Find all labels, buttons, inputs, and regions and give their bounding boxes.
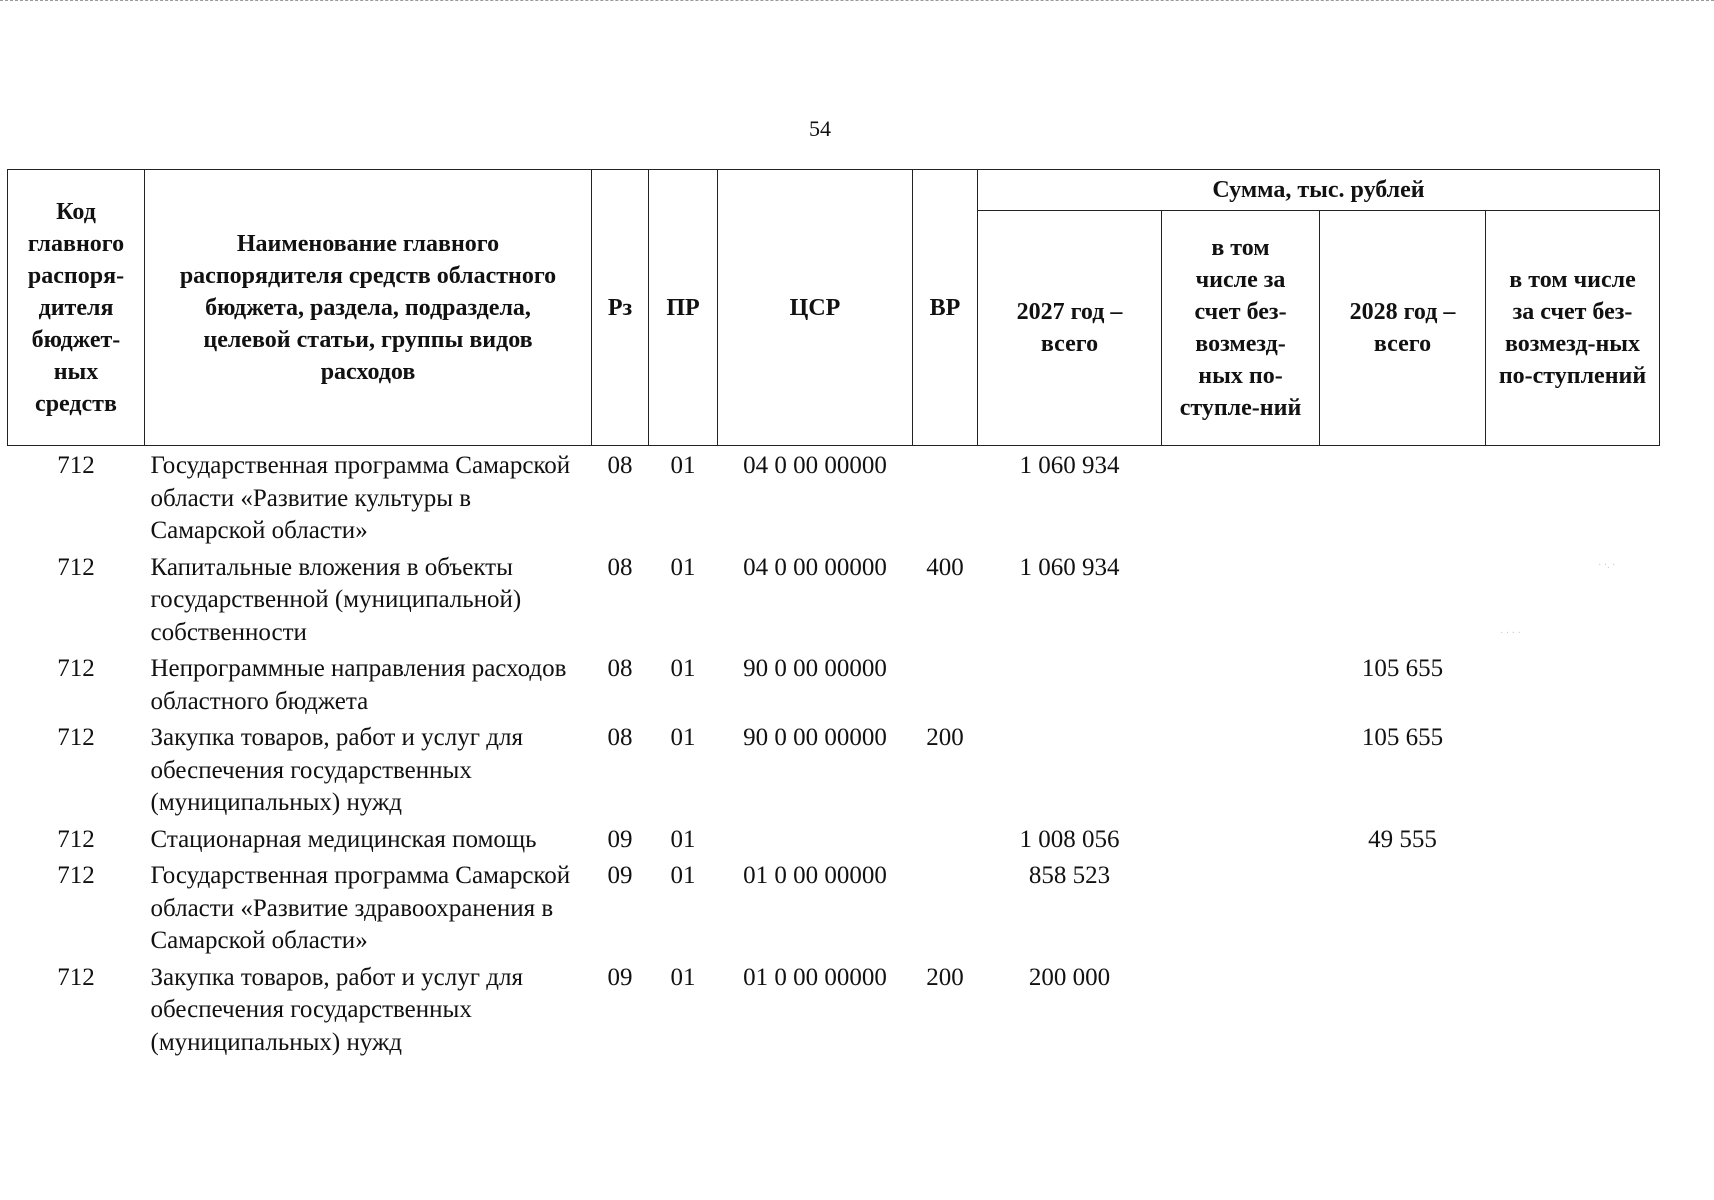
- row-pr: 01: [670, 825, 696, 853]
- budget-table: [7, 169, 1660, 1061]
- row-pr: 01: [670, 655, 696, 682]
- table-header: [8, 170, 1660, 446]
- row-name: Непрограммные направления расходов областного бюджета: [150, 655, 567, 715]
- header-code: Код главного распоря-дителя бюджет-ных средств: [8, 170, 145, 446]
- row-total-2027: 1 060 934: [1019, 452, 1120, 479]
- row-vr: [913, 858, 978, 960]
- header-csr: ЦСР: [718, 170, 913, 446]
- row-total-2027: 858 523: [1028, 862, 1111, 889]
- row-total-2028: 105 655: [1361, 724, 1444, 751]
- row-gratuitous-2027: [1162, 651, 1320, 720]
- row-csr: 04 0 00 00000: [743, 452, 887, 479]
- row-total-2028: 49 555: [1368, 825, 1437, 853]
- row-csr: [718, 822, 913, 859]
- row-vr: [913, 822, 978, 859]
- row-gratuitous-2028: [1486, 446, 1660, 550]
- table-row: [8, 651, 1660, 720]
- header-total-2027: 2027 год – всего: [978, 211, 1162, 446]
- row-rz: 09: [607, 963, 633, 991]
- row-rz: 09: [607, 825, 633, 853]
- row-name: Закупка товаров, работ и услуг для обеспечения государственных (муниципальных) нужд: [150, 963, 523, 1056]
- row-rz: 08: [607, 655, 633, 682]
- row-csr: 01 0 00 00000: [743, 862, 887, 889]
- row-csr: 04 0 00 00000: [743, 553, 887, 581]
- table-row: [8, 960, 1660, 1062]
- row-vr: 200: [926, 724, 964, 751]
- row-total-2027: 200 000: [1028, 963, 1111, 991]
- row-gratuitous-2027: [1162, 550, 1320, 652]
- row-vr: 200: [926, 963, 964, 991]
- page-number: 54: [809, 116, 831, 141]
- row-gratuitous-2028: [1486, 720, 1660, 822]
- row-code: 712: [57, 963, 95, 991]
- row-code: 712: [57, 553, 95, 581]
- row-pr: 01: [670, 452, 696, 479]
- row-code: 712: [57, 862, 95, 889]
- table-row: [8, 858, 1660, 960]
- table-row: [8, 720, 1660, 822]
- table-row: [8, 822, 1660, 859]
- row-total-2028: [1320, 858, 1486, 960]
- row-gratuitous-2028: [1486, 651, 1660, 720]
- row-csr: 90 0 00 00000: [743, 655, 887, 682]
- row-total-2027: 1 060 934: [1019, 553, 1120, 581]
- row-gratuitous-2028: [1486, 822, 1660, 859]
- row-total-2028: [1320, 550, 1486, 652]
- row-gratuitous-2028: [1486, 960, 1660, 1062]
- row-pr: 01: [670, 724, 696, 751]
- row-pr: 01: [670, 963, 696, 991]
- row-gratuitous-2027: [1162, 858, 1320, 960]
- row-pr: 01: [670, 862, 696, 889]
- row-name: Закупка товаров, работ и услуг для обеспечения государственных (муниципальных) нужд: [150, 724, 523, 816]
- header-pr: ПР: [649, 170, 718, 446]
- row-rz: 08: [607, 724, 633, 751]
- row-rz: 09: [607, 862, 633, 889]
- row-rz: 08: [607, 452, 633, 479]
- table-row: [8, 446, 1660, 550]
- row-gratuitous-2027: [1162, 720, 1320, 822]
- row-total-2027: [978, 651, 1162, 720]
- row-total-2028: 105 655: [1361, 655, 1444, 682]
- table-row: [8, 550, 1660, 652]
- row-gratuitous-2027: [1162, 960, 1320, 1062]
- row-pr: 01: [670, 553, 696, 581]
- header-sum-group: Сумма, тыс. рублей: [978, 170, 1660, 211]
- row-code: 712: [57, 724, 95, 751]
- row-gratuitous-2028: [1486, 858, 1660, 960]
- row-vr: 400: [926, 553, 964, 581]
- scan-edge: [0, 0, 1714, 4]
- row-vr: [913, 651, 978, 720]
- row-name: Капитальные вложения в объекты государственной (муниципальной) собственности: [150, 553, 522, 646]
- row-code: 712: [57, 655, 95, 682]
- row-name: Стационарная медицинская помощь: [150, 825, 537, 853]
- header-total-2028: 2028 год – всего: [1320, 211, 1486, 446]
- header-vr: ВР: [913, 170, 978, 446]
- row-code: 712: [57, 452, 95, 479]
- row-total-2028: [1320, 446, 1486, 550]
- row-name: Государственная программа Самарской области «Развитие здравоохранения в Самарской области»: [150, 862, 571, 954]
- scan-specks: · ·. ·: [1598, 560, 1616, 571]
- row-csr: 90 0 00 00000: [743, 724, 887, 751]
- row-total-2027: [978, 720, 1162, 822]
- row-csr: 01 0 00 00000: [743, 963, 887, 991]
- row-total-2027: 1 008 056: [1019, 825, 1120, 853]
- row-name: Государственная программа Самарской области «Развитие культуры в Самарской области»: [150, 452, 571, 544]
- header-rz: Рз: [592, 170, 649, 446]
- row-total-2028: [1320, 960, 1486, 1062]
- row-code: 712: [57, 825, 95, 853]
- row-vr: [913, 446, 978, 550]
- row-gratuitous-2027: [1162, 446, 1320, 550]
- header-name: Наименование главного распорядителя средств областного бюджета, раздела, подраздела, целевой статьи, группы видов расходов: [145, 170, 592, 446]
- header-gratuitous-2027: в том числе за счет без-возмезд-ных по-ступле-ний: [1162, 211, 1320, 446]
- header-gratuitous-2028: в том числе за счет без-возмезд-ных по-ступлений: [1486, 211, 1660, 446]
- row-rz: 08: [607, 553, 633, 581]
- scan-specks: · · · ·: [1500, 628, 1521, 639]
- row-gratuitous-2027: [1162, 822, 1320, 859]
